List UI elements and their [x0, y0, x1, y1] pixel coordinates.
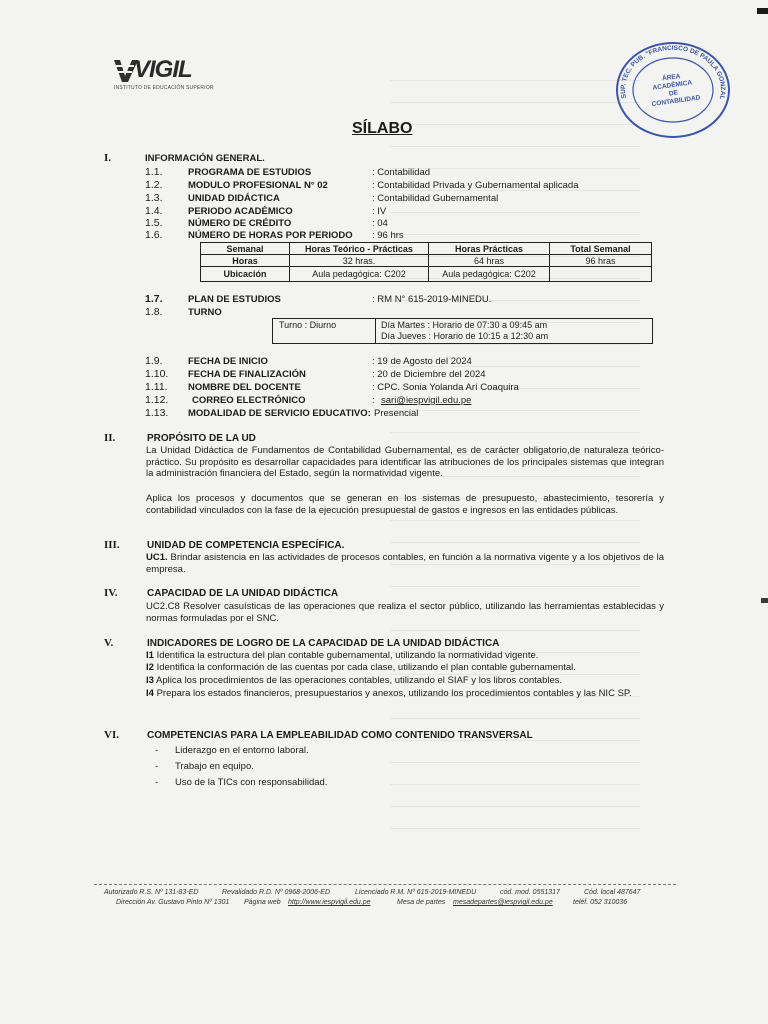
page-title: SÍLABO [352, 120, 413, 137]
table-cell: Ubicación [201, 267, 290, 282]
table-cell: Aula pedagógica: C202 [290, 267, 429, 282]
item-label: FECHA DE INICIO [188, 356, 268, 367]
footer-divider [94, 884, 676, 885]
footer-authorization: Autorizado R.S. Nº 131-83-ED [104, 889, 199, 896]
item-label: PLAN DE ESTUDIOS [188, 294, 281, 305]
indicator-item [146, 662, 664, 674]
list-item: Uso de la TICs con responsabilidad. [175, 777, 328, 788]
competence-description: Brindar asistencia en las actividades de procesos contables, en función a la normativa vigente y a los objetivos de la empresa. [146, 552, 664, 575]
section-heading: CAPACIDAD DE LA UNIDAD DIDÁCTICA [147, 588, 339, 599]
item-label: CORREO ELECTRÓNICO [192, 395, 306, 406]
footer-address: Dirección Av. Gustavo Pinto Nº 1301 [116, 899, 230, 906]
item-number: 1.6. [145, 229, 163, 241]
footer-revalidation: Revalidado R.D. Nº 0968-2006-ED [222, 889, 331, 896]
section-numeral: III. [104, 539, 120, 551]
item-number: 1.7. [145, 293, 163, 305]
section-heading: UNIDAD DE COMPETENCIA ESPECÍFICA. [147, 540, 345, 551]
capacity-text: UC2.C8 Resolver casuísticas de las operaciones que realiza el sector público, utilizando las herramientas establecidas y normas formuladas por el SNC. [146, 601, 664, 624]
item-value: : Contabilidad [372, 167, 431, 178]
bullet-dash-icon: - [155, 745, 159, 756]
table-cell: Horas Teórico - Prácticas [290, 243, 429, 255]
turno-line-1: Día Martes : Horario de 07:30 a 09:45 am [381, 320, 548, 330]
indicator-text: Aplica los procedimientos de las operaciones contables, utilizando el SIAF y los libros contables. [153, 675, 563, 686]
section-heading: COMPETENCIAS PARA LA EMPLEABILIDAD COMO CONTENIDO TRANSVERSAL [147, 730, 533, 741]
item-value: : RM N° 615-2019-MINEDU. [372, 294, 492, 305]
item-label: MODALIDAD DE SERVICIO EDUCATIVO: [188, 408, 371, 419]
item-label: NÚMERO DE CRÉDITO [188, 218, 292, 229]
turno-label: Turno : Diurno [279, 320, 337, 330]
stamp-inner-text: ÁREA ACADÉMICA DE CONTABILIDAD [651, 72, 701, 109]
item-value: : 19 de Agosto del 2024 [372, 356, 472, 367]
footer-web-link[interactable]: http://www.iespvigil.edu.pe [288, 899, 371, 906]
email-link[interactable]: sari@iespvigil.edu.pe [381, 395, 472, 406]
indicator-item [146, 675, 664, 687]
item-label: PROGRAMA DE ESTUDIOS [188, 167, 312, 178]
table-cell: Horas [201, 255, 290, 267]
turno-line-2: Día Jueves : Horario de 10:15 a 12:30 am [381, 331, 549, 341]
item-number: 1.11. [145, 381, 168, 393]
table-row [201, 243, 652, 255]
table-cell: Semanal [201, 243, 290, 255]
turno-divider [375, 319, 376, 343]
item-label: TURNO [188, 307, 222, 318]
item-number: 1.4. [145, 205, 163, 217]
item-value: : CPC. Sonia Yolanda Arí Coaquira [372, 382, 519, 393]
stamp-ring-text: SUP. TEC. PUB. "FRANCISCO DE PAULA GONZAL [619, 44, 727, 101]
item-label: NÚMERO DE HORAS POR PERIODO [188, 230, 353, 241]
item-value: : Contabilidad Privada y Gubernamental aplicada [372, 180, 579, 191]
section-heading: PROPÓSITO DE LA UD [147, 433, 256, 444]
item-number: 1.2. [145, 179, 163, 191]
section-numeral: II. [104, 432, 116, 444]
item-value: : 04 [372, 218, 388, 229]
indicator-text: Identifica la estructura del plan contable gubernamental, utilizando la normatividad vigente. [153, 650, 539, 661]
section-heading: INFORMACIÓN GENERAL. [145, 153, 265, 164]
item-number: 1.3. [145, 192, 163, 204]
footer-mod-code: cód. mod. 0551317 [500, 889, 560, 896]
item-label: UNIDAD DIDÁCTICA [188, 193, 280, 204]
item-number: 1.12. [145, 394, 169, 406]
item-number: 1.5. [145, 217, 163, 229]
item-number: 1.1. [145, 166, 163, 178]
item-value: Presencial [374, 408, 419, 419]
item-value: : [372, 395, 375, 406]
competence-text [146, 552, 664, 575]
hours-table [200, 242, 652, 282]
bullet-dash-icon: - [155, 777, 159, 788]
section-numeral: IV. [104, 587, 118, 599]
section-numeral: V. [104, 637, 114, 649]
item-number: 1.9. [145, 355, 163, 367]
indicator-code: I4 [146, 688, 154, 699]
item-label: NOMBRE DEL DOCENTE [188, 382, 301, 393]
logo-text: VIGIL [134, 56, 192, 83]
footer-license: Licenciado R.M. Nº 615-2019-MINEDU [355, 889, 477, 896]
item-value: : 20 de Diciembre del 2024 [372, 369, 486, 380]
item-label: MODULO PROFESIONAL N° 02 [188, 180, 328, 191]
item-number: 1.13. [145, 407, 169, 419]
purpose-paragraph-2: Aplica los procesos y documentos que se generan en los sistemas de presupuesto, abastecimiento, tesorería y contabilidad vinculados con la fase de la ejecución presupuestal de gastos e ingresos en las entidades públicas. [146, 493, 664, 516]
competence-code: UC1. [146, 552, 168, 563]
list-item: Trabajo en equipo. [175, 761, 254, 772]
table-row [201, 255, 652, 267]
indicator-code: I3 [146, 675, 154, 686]
scan-edge-mark [761, 598, 768, 603]
table-cell: 64 hras [429, 255, 550, 267]
footer-phone: teléf. 052 310036 [573, 899, 628, 906]
list-item: Liderazgo en el entorno laboral. [175, 745, 309, 756]
footer-mesa-label: Mesa de partes [397, 899, 446, 906]
item-number: 1.10. [145, 368, 169, 380]
table-cell: Total Semanal [550, 243, 652, 255]
section-numeral: VI. [104, 729, 119, 741]
table-cell: Aula pedagógica: C202 [429, 267, 550, 282]
indicator-item [146, 688, 664, 700]
table-cell: 96 hras [550, 255, 652, 267]
indicator-item [146, 650, 664, 662]
item-value: : Contabilidad Gubernamental [372, 193, 499, 204]
item-value: : IV [372, 206, 387, 217]
bullet-dash-icon: - [155, 761, 159, 772]
item-value: : 96 hrs [372, 230, 404, 241]
table-cell: 32 hras. [290, 255, 429, 267]
item-label: FECHA DE FINALIZACIÓN [188, 369, 306, 380]
table-row [201, 267, 652, 282]
indicator-text: Prepara los estados financieros, presupuestarios y anexos, utilizando los procedimientos contables y las NIC SP. [153, 688, 632, 699]
institution-logo [112, 56, 214, 96]
footer-local-code: Cód. local 487647 [584, 889, 641, 896]
footer-web-label: Página web [244, 899, 281, 906]
table-cell [550, 267, 652, 282]
logo-subtitle: INSTITUTO DE EDUCACIÓN SUPERIOR [114, 85, 214, 91]
indicator-text: Identifica la conformación de las cuentas por cada clase, utilizando el plan contable gubernamental. [153, 662, 576, 673]
scan-edge-mark [757, 8, 768, 14]
footer-mesa-link[interactable]: mesadepartes@iespvigil.edu.pe [453, 899, 553, 906]
item-label: PERIODO ACADÉMICO [188, 206, 293, 217]
purpose-paragraph-1: La Unidad Didáctica de Fundamentos de Contabilidad Gubernamental, es de carácter obligatorio,de naturaleza teórico-práctico. Su propósito es desarrollar capacidades para identificar las atribuciones de los principales sistemas que integran la administración financiera del Estado, según la normatividad vigente. [146, 445, 664, 480]
indicator-code: I2 [146, 662, 154, 673]
turno-box [272, 318, 653, 344]
item-number: 1.8. [145, 306, 163, 318]
indicator-code: I1 [146, 650, 154, 661]
section-numeral: I. [104, 152, 112, 164]
section-heading: INDICADORES DE LOGRO DE LA CAPACIDAD DE LA UNIDAD DIDÁCTICA [147, 638, 500, 649]
table-cell: Horas Prácticas [429, 243, 550, 255]
institution-stamp [614, 40, 732, 140]
